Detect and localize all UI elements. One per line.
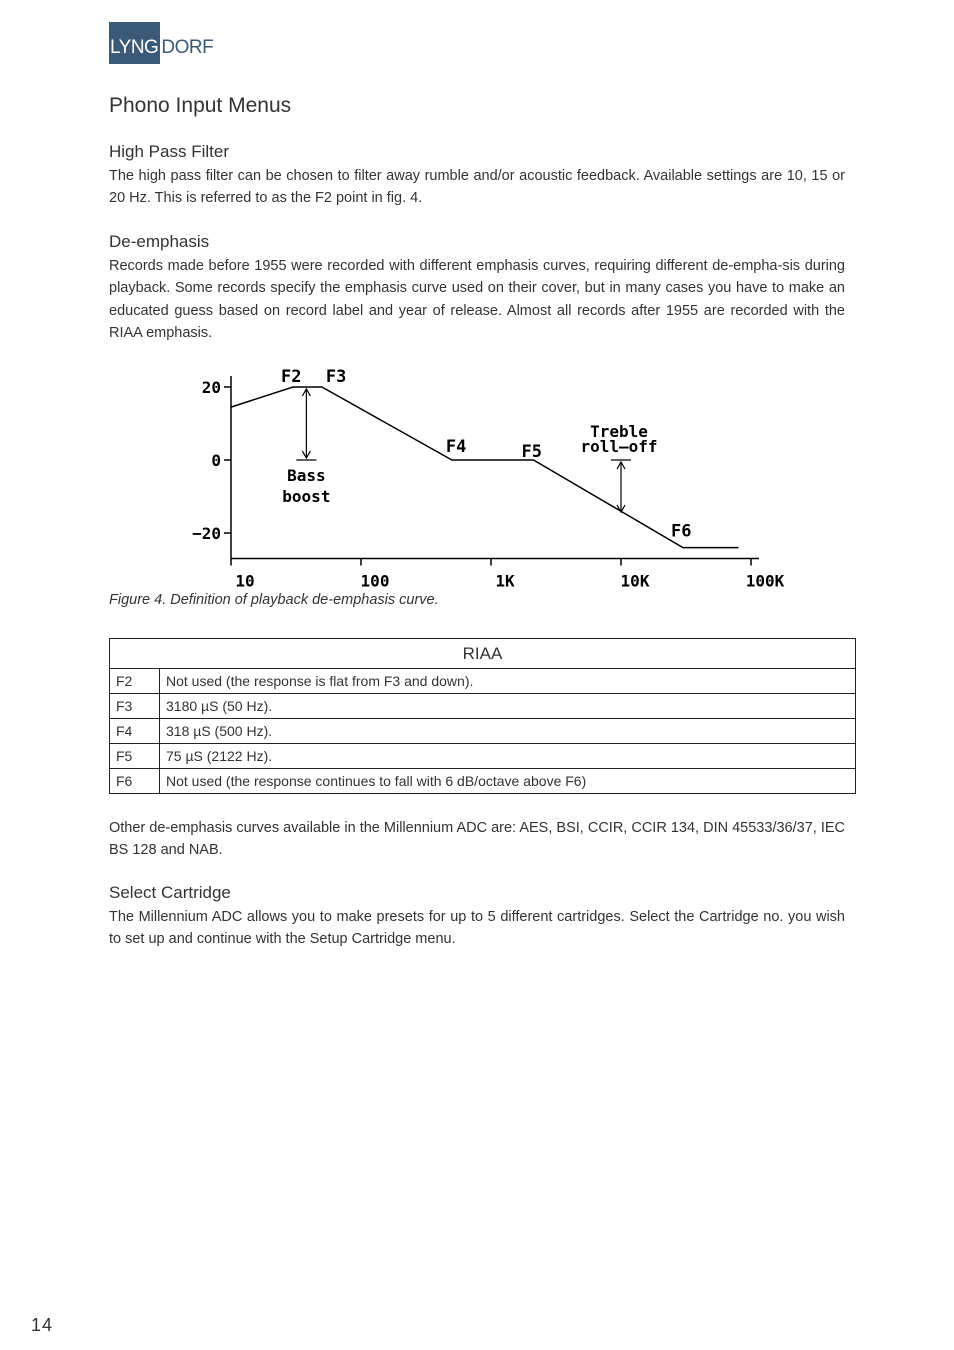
- row-value: 3180 µS (50 Hz).: [160, 694, 856, 719]
- table-row: [110, 694, 856, 719]
- page-number: 14: [31, 1315, 54, 1335]
- de-emphasis-chart: [170, 360, 790, 590]
- page-title: Phono Input Menus: [109, 94, 292, 117]
- x-tick-label: 10: [235, 571, 255, 590]
- row-value: Not used (the response is flat from F3 and down).: [160, 669, 856, 694]
- x-tick-label: 100K: [745, 571, 785, 590]
- heading-de-emphasis: De-emphasis: [109, 232, 210, 251]
- paragraph-select-cartridge: The Millennium ADC allows you to make presets for up to 5 different cartridges. Select the Cartridge no. you wish to set up and continue with the Setup Cartridge menu.: [109, 909, 845, 948]
- paragraph-de-emphasis: Records made before 1955 were recorded with different emphasis curves, requiring different de-empha-sis during playback. Some records specify the emphasis curve used on their cover, but in many cases you have to make an educated guess based on record label and year of release. Almost all records after 1955 are recorded with the RIAA emphasis.: [109, 258, 845, 342]
- row-key: F6: [110, 769, 160, 794]
- x-tick-label: 100: [360, 571, 390, 590]
- bass-boost-label: boost: [282, 487, 331, 506]
- lyngdorf-logo: [109, 22, 213, 64]
- point-label-f3: F3: [325, 367, 347, 387]
- table-row: [110, 719, 856, 744]
- y-tick-label: −20: [192, 524, 221, 543]
- point-label-f6: F6: [671, 521, 692, 542]
- point-label-f5: F5: [521, 442, 542, 462]
- row-value: Not used (the response continues to fall with 6 dB/octave above F6): [160, 769, 856, 794]
- point-label-f4: F4: [445, 437, 467, 457]
- riaa-table-header: RIAA: [110, 639, 856, 669]
- logo-mark: LYNG: [109, 22, 160, 64]
- y-tick-label: 20: [201, 378, 221, 397]
- figure-caption: Figure 4. Definition of playback de-emphasis curve.: [109, 592, 439, 608]
- row-key: F3: [110, 694, 160, 719]
- riaa-table: [109, 638, 856, 794]
- table-row: [110, 669, 856, 694]
- heading-select-cartridge: Select Cartridge: [109, 883, 231, 902]
- row-key: F2: [110, 669, 160, 694]
- table-row: [110, 744, 856, 769]
- x-tick-label: 1K: [495, 571, 515, 590]
- x-tick-label: 10K: [620, 571, 650, 590]
- point-label-f2: F2: [281, 367, 302, 387]
- paragraph-high-pass-filter: The high pass filter can be chosen to filter away rumble and/or acoustic feedback. Available settings are 10, 15 or 20 Hz. This is referred to as the F2 point in fig. 4.: [109, 168, 845, 207]
- row-key: F5: [110, 744, 160, 769]
- paragraph-other-curves: Other de-emphasis curves available in the Millennium ADC are: AES, BSI, CCIR, CCIR 134, DIN 45533/36/37, IEC BS 128 and NAB.: [109, 820, 845, 859]
- row-value: 318 µS (500 Hz).: [160, 719, 856, 744]
- treble-rolloff-label: Treble: [590, 422, 648, 441]
- heading-high-pass-filter: High Pass Filter: [109, 142, 229, 161]
- row-value: 75 µS (2122 Hz).: [160, 744, 856, 769]
- row-key: F4: [110, 719, 160, 744]
- y-tick-label: 0: [211, 451, 221, 470]
- table-row: [110, 769, 856, 794]
- bass-boost-label: Bass: [287, 466, 326, 485]
- treble-rolloff-label: roll—off: [580, 437, 658, 456]
- logo-text: DORF: [161, 37, 214, 58]
